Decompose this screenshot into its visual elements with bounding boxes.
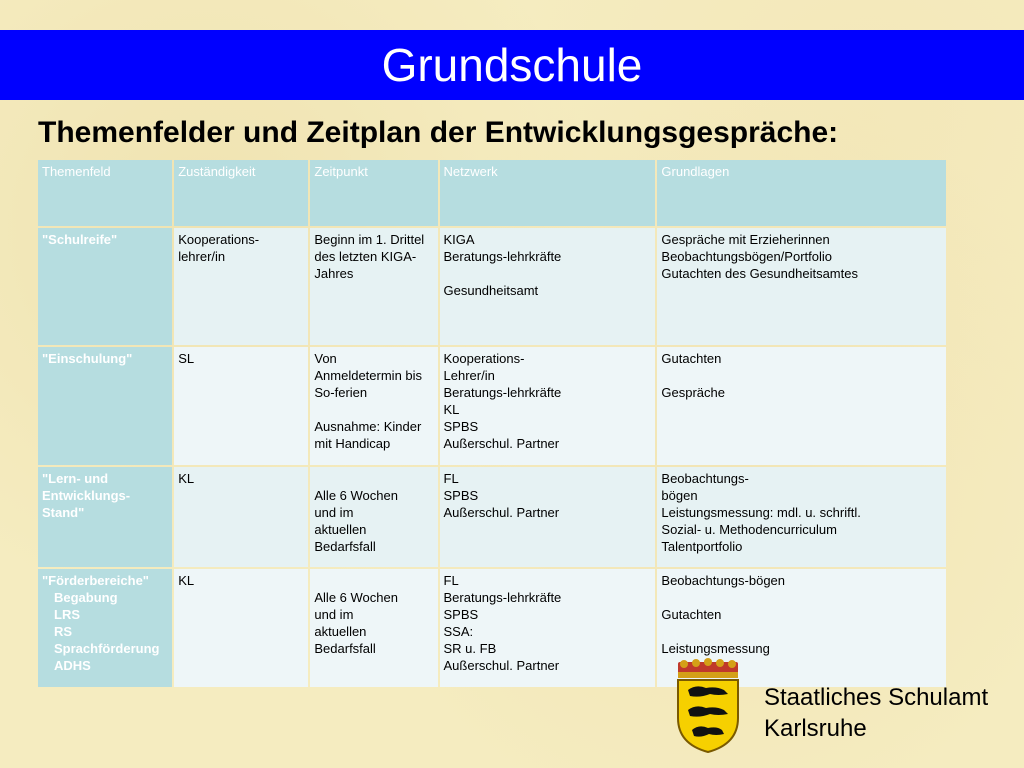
slide-title-bar: [0, 30, 1024, 100]
table-cell-themenfeld: [38, 347, 172, 465]
table-row: [38, 228, 946, 345]
cell-line: LRS: [54, 607, 80, 622]
table-cell-netzwerk: [440, 467, 656, 567]
cell-line: [314, 572, 433, 589]
cell-line: KL: [443, 402, 460, 417]
cell-line: Leistungsmessung: [661, 641, 770, 656]
slide-title: Grundschule: [381, 39, 643, 91]
cell-line: Beginn im 1. Drittel: [314, 232, 425, 247]
cell-line: Außerschul. Partner: [443, 436, 560, 451]
cell-line: Kooperations-: [178, 232, 260, 247]
table-cell-themenfeld: [38, 569, 172, 687]
column-header-netzwerk: Netzwerk: [440, 160, 656, 226]
cell-line: KL: [178, 573, 195, 588]
cell-line: "Förderbereiche": [42, 573, 149, 588]
table-cell-netzwerk: [440, 569, 656, 687]
cell-line: Sozial- u. Methodencurriculum: [661, 522, 837, 537]
cell-line: Alle 6 Wochen: [314, 488, 398, 503]
slide-subtitle: Themenfelder und Zeitplan der Entwicklungsgespräche:: [38, 116, 839, 149]
school-authority-line1: Staatliches Schulamt: [764, 684, 989, 711]
table-cell-zustaendigkeit: [174, 467, 308, 567]
cell-line: So-ferien: [314, 385, 368, 400]
cell-line: aktuellen: [314, 522, 367, 537]
cell-line: Bedarfsfall: [314, 539, 376, 554]
cell-line: [661, 589, 942, 606]
cell-line: Beobachtungsbögen/Portfolio: [661, 249, 832, 264]
cell-line: ADHS: [54, 658, 91, 673]
cell-line: KL: [178, 471, 195, 486]
cell-line: bögen: [661, 488, 698, 503]
cell-line: Von: [314, 351, 337, 366]
cell-line: Begabung: [54, 590, 118, 605]
cell-line: Talentportfolio: [661, 539, 743, 554]
cell-line: Gesundheitsamt: [443, 283, 539, 298]
table-row: [38, 347, 946, 465]
cell-line: SPBS: [443, 419, 479, 434]
cell-line: Gespräche: [661, 385, 725, 400]
table-cell-zustaendigkeit: [174, 569, 308, 687]
cell-line: FL: [443, 471, 459, 486]
baden-wuerttemberg-crest-icon: [672, 658, 744, 754]
cell-line: KIGA: [443, 232, 475, 247]
table-cell-zeitpunkt: [310, 569, 437, 687]
cell-line: Lehrer/in: [443, 368, 495, 383]
school-authority-line2: Karlsruhe: [764, 715, 867, 742]
column-header-zustaendigkeit: Zuständigkeit: [174, 160, 308, 226]
cell-line: Außerschul. Partner: [443, 658, 560, 673]
cell-line: [314, 401, 433, 418]
cell-line: RS: [54, 624, 73, 639]
cell-line: Jahres: [314, 266, 354, 281]
table-row: [38, 569, 946, 687]
table-cell-grundlagen: [657, 228, 946, 345]
cell-line: SPBS: [443, 607, 479, 622]
cell-line: aktuellen: [314, 624, 367, 639]
table-cell-grundlagen: [657, 347, 946, 465]
cell-line: und im: [314, 505, 354, 520]
cell-line: SL: [178, 351, 195, 366]
cell-line: lehrer/in: [178, 249, 226, 264]
column-header-zeitpunkt: Zeitpunkt: [310, 160, 437, 226]
cell-line: des letzten KIGA-: [314, 249, 417, 264]
cell-line: Ausnahme: Kinder: [314, 419, 422, 434]
development-talks-table: [36, 158, 948, 689]
cell-line: Alle 6 Wochen: [314, 590, 398, 605]
school-authority-label: [764, 682, 988, 744]
cell-line: Beobachtungs-: [661, 471, 749, 486]
column-header-themenfeld: Themenfeld: [38, 160, 172, 226]
cell-line: Gutachten des Gesundheitsamtes: [661, 266, 858, 281]
cell-line: "Einschulung": [42, 351, 133, 366]
table-cell-grundlagen: [657, 467, 946, 567]
table-cell-zustaendigkeit: [174, 347, 308, 465]
table-cell-zeitpunkt: [310, 347, 437, 465]
cell-line: Beobachtungs-bögen: [661, 573, 786, 588]
cell-line: Anmeldetermin bis: [314, 368, 423, 383]
table-header-row: [38, 160, 946, 226]
cell-line: Entwicklungs-: [42, 488, 131, 503]
table-cell-zeitpunkt: [310, 228, 437, 345]
table-cell-themenfeld: [38, 228, 172, 345]
table-cell-themenfeld: [38, 467, 172, 567]
cell-line: "Schulreife": [42, 232, 118, 247]
table-cell-zeitpunkt: [310, 467, 437, 567]
cell-line: SR u. FB: [443, 641, 497, 656]
cell-line: [661, 367, 942, 384]
cell-line: [444, 265, 652, 282]
cell-line: SSA:: [443, 624, 474, 639]
cell-line: Sprachförderung: [54, 641, 160, 656]
cell-line: FL: [443, 573, 459, 588]
cell-line: "Lern- und: [42, 471, 109, 486]
cell-line: Gutachten: [661, 607, 722, 622]
cell-line: [661, 623, 942, 640]
cell-line: [314, 470, 433, 487]
table-row: [38, 467, 946, 567]
cell-line: Leistungsmessung: mdl. u. schriftl.: [661, 505, 861, 520]
cell-line: Außerschul. Partner: [443, 505, 560, 520]
cell-line: SPBS: [443, 488, 479, 503]
table-cell-netzwerk: [440, 347, 656, 465]
cell-line: Gutachten: [661, 351, 722, 366]
cell-line: Kooperations-: [443, 351, 525, 366]
column-header-grundlagen: Grundlagen: [657, 160, 946, 226]
table-cell-netzwerk: [440, 228, 656, 345]
cell-line: Bedarfsfall: [314, 641, 376, 656]
cell-line: Beratungs-lehrkräfte: [443, 590, 562, 605]
cell-line: Gespräche mit Erzieherinnen: [661, 232, 830, 247]
cell-line: und im: [314, 607, 354, 622]
cell-line: mit Handicap: [314, 436, 391, 451]
cell-line: Beratungs-lehrkräfte: [443, 249, 562, 264]
cell-line: Beratungs-lehrkräfte: [443, 385, 562, 400]
table-cell-zustaendigkeit: [174, 228, 308, 345]
cell-line: Stand": [42, 505, 85, 520]
